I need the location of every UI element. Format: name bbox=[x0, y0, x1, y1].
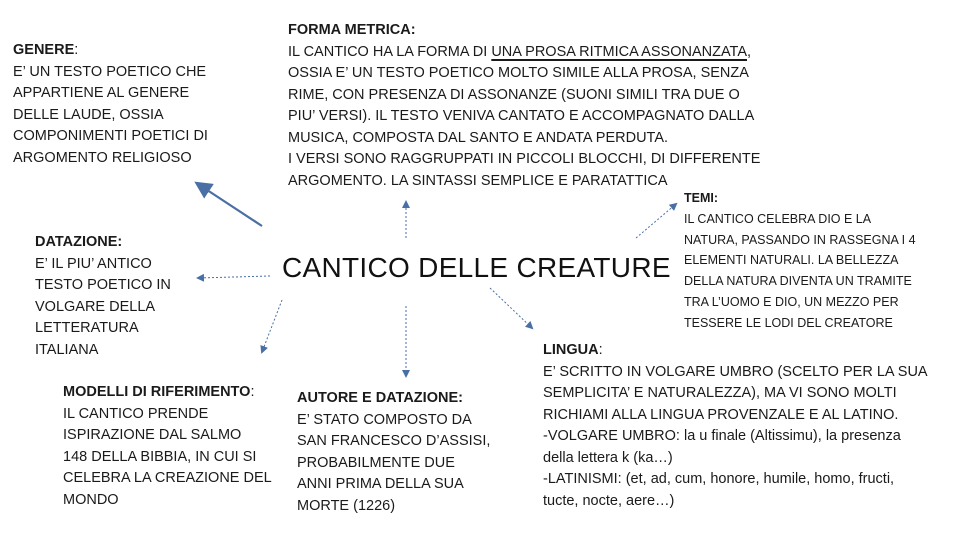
diagram-title: CANTICO DELLE CREATURE bbox=[282, 252, 671, 283]
forma-text: OSSIA E’ UN TESTO POETICO MOLTO SIMILE ALLA PROSA, SENZA RIME, CON PRESENZA DI ASSONANZE (SUONI SIMILI TRA DUE O PIU’ VERSI). IL TESTO VENIVA CANTATO E ACCOMPAGNATO DALLA MUSICA, COMPOSTA DAL SANTO E ANDATA PERDUTA. I VERSI SONO RAGGRUPPATI IN PICCOLI BLOCCHI, DI DIFFERENTE ARGOMENTO. LA SINTASSI SEMPLICE E PARATATTICA bbox=[288, 65, 761, 189]
lingua-heading-suffix: : bbox=[598, 342, 603, 358]
forma-heading: FORMA METRICA: bbox=[288, 22, 416, 38]
lingua-box bbox=[543, 340, 928, 512]
temi-heading: TEMI: bbox=[684, 191, 719, 205]
arrow-to-modelli bbox=[262, 300, 282, 352]
arrow-to-datazione bbox=[198, 276, 270, 278]
autore-box bbox=[297, 388, 490, 517]
datazione-heading: DATAZIONE: bbox=[35, 234, 123, 250]
forma-line1-underlined: UNA PROSA RITMICA ASSONANZATA bbox=[491, 43, 747, 60]
modelli-heading: MODELLI DI RIFERIMENTO bbox=[63, 384, 251, 400]
arrow-to-lingua bbox=[490, 288, 532, 328]
lingua-heading: LINGUA bbox=[543, 342, 599, 358]
genere-box bbox=[13, 40, 208, 169]
arrow-to-temi bbox=[636, 204, 676, 238]
modelli-text: IL CANTICO PRENDE ISPIRAZIONE DAL SALMO 148 DELLA BIBBIA, IN CUI SI CELEBRA LA CREAZIONE DEL MONDO bbox=[63, 405, 272, 508]
forma-box bbox=[288, 20, 760, 192]
datazione-text: E’ IL PIU’ ANTICO TESTO POETICO IN VOLGARE DELLA LETTERATURA ITALIANA bbox=[35, 255, 171, 358]
forma-line1-pre: IL CANTICO HA LA FORMA DI bbox=[288, 43, 492, 60]
forma-line1-post: , bbox=[747, 43, 752, 60]
lingua-text: E’ SCRITTO IN VOLGARE UMBRO (SCELTO PER LA SUA SEMPLICITA’ E NATURALEZZA), MA VI SONO MOLTI RICHIAMI ALLA LINGUA PROVENZALE E AL LATINO. -VOLGARE UMBRO: la u finale (Altissimu), la presenza della lettera k (ka…) -LATINISMI: (et, ad, cum, honore, humile, homo, fructi, tucte, nocte, aere…) bbox=[543, 363, 928, 509]
arrow-to-genere bbox=[198, 184, 262, 226]
temi-box bbox=[684, 188, 916, 334]
autore-text: E’ STATO COMPOSTO DA SAN FRANCESCO D’ASSISI, PROBABILMENTE DUE ANNI PRIMA DELLA SUA MORTE (1226) bbox=[297, 411, 491, 514]
genere-text: E’ UN TESTO POETICO CHE APPARTIENE AL GENERE DELLE LAUDE, OSSIA COMPONIMENTI POETICI DI ARGOMENTO RELIGIOSO bbox=[13, 63, 208, 166]
autore-heading: AUTORE E DATAZIONE: bbox=[297, 390, 463, 406]
genere-heading: GENERE bbox=[13, 42, 75, 58]
temi-text: IL CANTICO CELEBRA DIO E LA NATURA, PASSANDO IN RASSEGNA I 4 ELEMENTI NATURALI. LA BELLEZZA DELLA NATURA DIVENTA UN TRAMITE TRA L’UOMO E DIO, UN MEZZO PER TESSERE LE LODI DEL CREATORE bbox=[684, 211, 916, 330]
genere-heading-suffix: : bbox=[74, 42, 79, 58]
modelli-heading-suffix: : bbox=[250, 384, 255, 400]
datazione-box bbox=[35, 232, 171, 361]
modelli-box bbox=[63, 382, 272, 511]
